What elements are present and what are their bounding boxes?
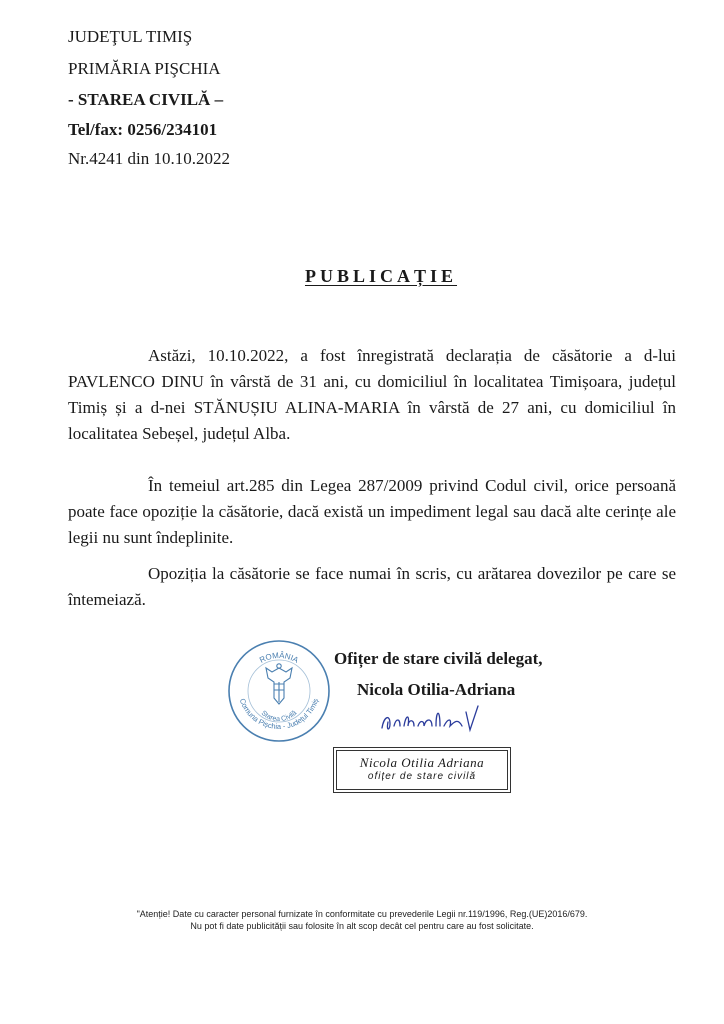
document-title-wrapper — [0, 266, 724, 287]
name-stamp-role: ofițer de stare civilă — [367, 771, 477, 782]
department-name: - STAREA CIVILĂ – — [68, 90, 224, 109]
officer-role: Ofițer de stare civilă delegat, — [334, 649, 543, 668]
phone-number: Tel/fax: 0256/234101 — [68, 120, 218, 139]
seal-top-text: ROMÂNIA — [258, 650, 301, 665]
official-seal-icon — [226, 638, 332, 744]
seal-bottom-text: Comuna Pișchia - Județul Timiș — [237, 697, 321, 732]
coat-of-arms-icon — [266, 664, 292, 704]
name-stamp — [336, 750, 508, 790]
announcement-paragraph: Astăzi, 10.10.2022, a fost înregistrată declarația de căsătorie a d-lui PAVLENCO DINU în vârstă de 31 ani, cu domiciliul în localitatea Timișoara, județul Timiș și a d-nei STĂNUȘIU ALINA-MARIA în vârstă de 27 ani, cu domiciliul în localitatea Sebeșel, județul Alba. — [68, 346, 676, 443]
county-name: JUDEŢUL TIMIŞ — [68, 27, 193, 46]
name-stamp-name: Nicola Otilia Adriana — [359, 755, 485, 770]
legal-basis-paragraph: În temeiul art.285 din Legea 287/2009 privind Codul civil, orice persoană poate face opoziție la căsătorie, dacă există un impediment legal sau dacă alte cerințe ale legii nu sunt îndeplinite. — [68, 476, 676, 547]
privacy-footer — [0, 908, 724, 932]
svg-text:ROMÂNIA — [258, 651, 301, 665]
town-hall-name: PRIMĂRIA PIŞCHIA — [68, 59, 221, 78]
registration-number: Nr.4241 din 10.10.2022 — [68, 149, 230, 168]
document-title: PUBLICAȚIE — [304, 266, 458, 286]
seal-middle-text: Starea Civilă — [259, 709, 299, 724]
officer-name: Nicola Otilia-Adriana — [357, 680, 516, 699]
handwritten-signature-icon — [378, 700, 488, 738]
footer-line-1: "Atenție! Date cu caracter personal furnizate în conformitate cu prevederile Legii nr.119/1996, Reg.(UE)2016/679. — [136, 909, 588, 919]
footer-line-2: Nu pot fi date publicității sau folosite în alt scop decât cel pentru care au fost solicitate. — [190, 921, 534, 931]
opposition-paragraph: Opoziția la căsătorie se face numai în scris, cu arătarea dovezilor pe care se întemeiază. — [68, 564, 676, 609]
